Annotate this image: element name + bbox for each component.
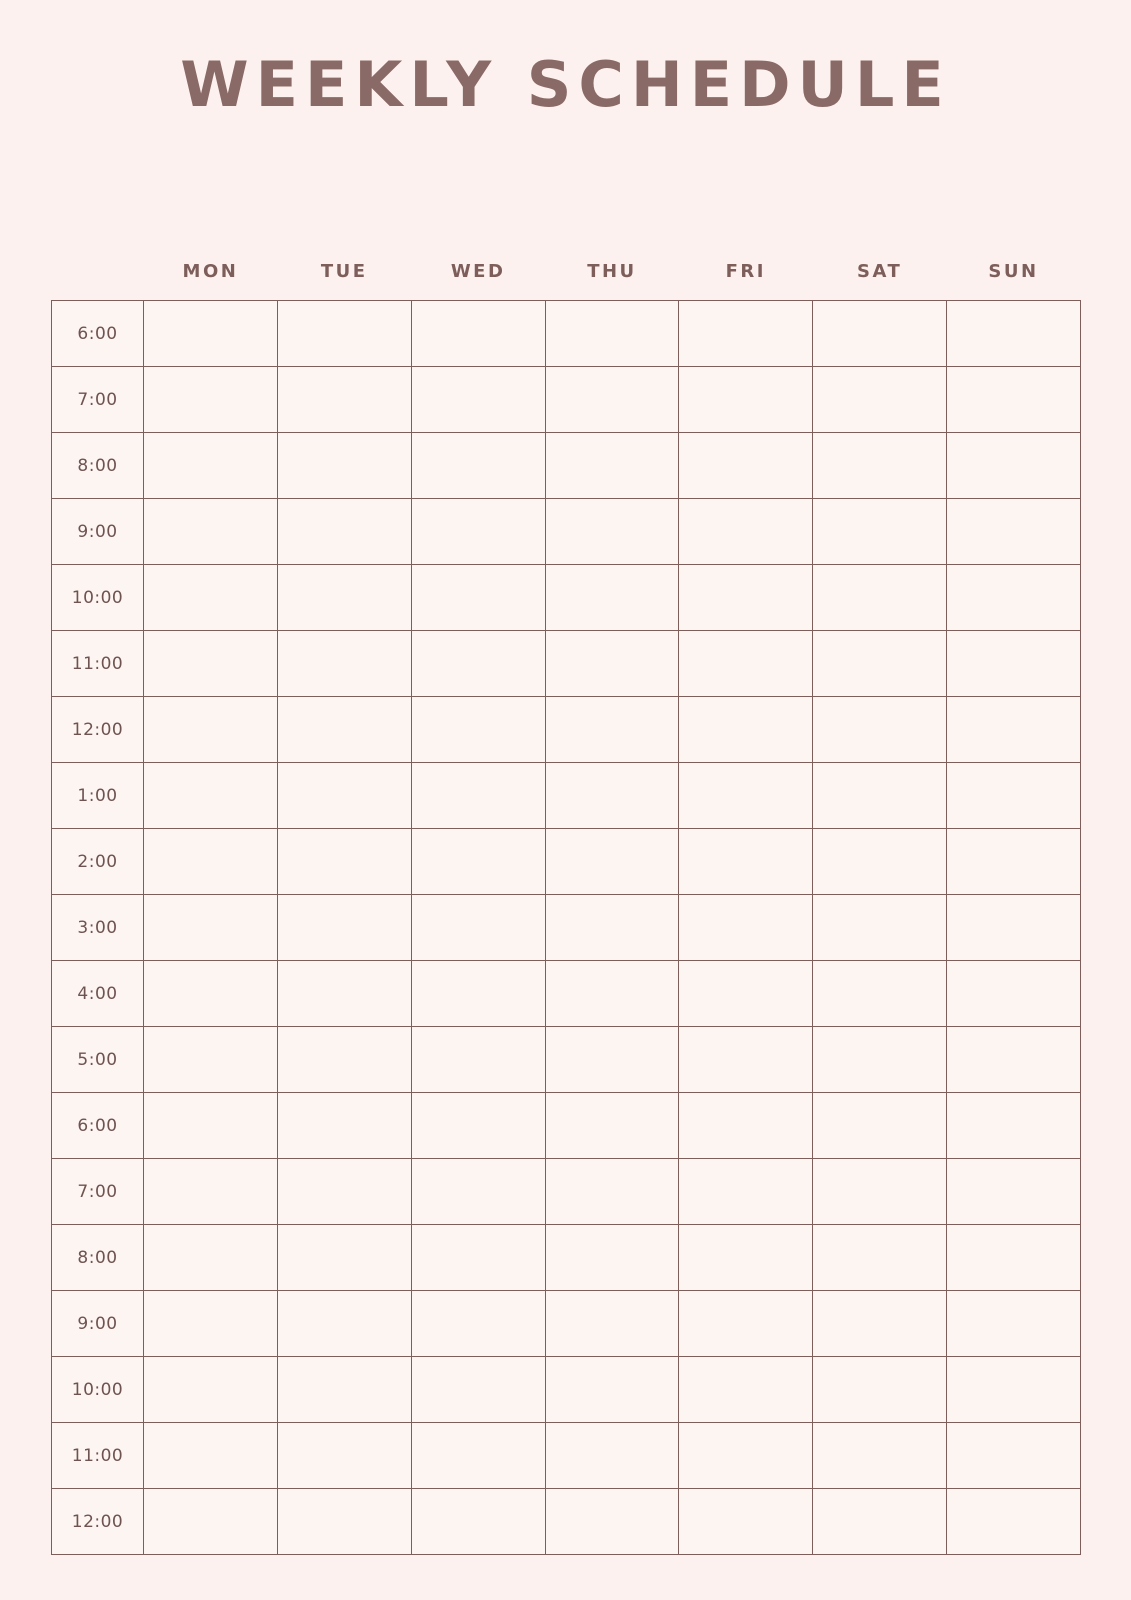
slot-tue-1[interactable] xyxy=(277,367,411,433)
slot-fri-0[interactable] xyxy=(679,301,813,367)
slot-sun-4[interactable] xyxy=(947,565,1081,631)
slot-fri-8[interactable] xyxy=(679,829,813,895)
slot-sat-13[interactable] xyxy=(813,1159,947,1225)
table-row xyxy=(52,1489,1081,1555)
time-label: 8:00 xyxy=(52,1225,144,1291)
slot-sat-7[interactable] xyxy=(813,763,947,829)
slot-mon-11[interactable] xyxy=(144,1027,278,1093)
table-row xyxy=(52,367,1081,433)
time-label: 11:00 xyxy=(52,631,144,697)
slot-wed-18[interactable] xyxy=(411,1489,545,1555)
table-row xyxy=(52,1159,1081,1225)
slot-tue-0[interactable] xyxy=(277,301,411,367)
slot-sun-9[interactable] xyxy=(947,895,1081,961)
time-label: 12:00 xyxy=(52,697,144,763)
slot-thu-4[interactable] xyxy=(545,565,679,631)
slot-fri-13[interactable] xyxy=(679,1159,813,1225)
table-row xyxy=(52,631,1081,697)
time-label: 5:00 xyxy=(52,1027,144,1093)
day-header-thu: THU xyxy=(587,261,637,282)
slot-fri-15[interactable] xyxy=(679,1291,813,1357)
table-row xyxy=(52,829,1081,895)
slot-sun-18[interactable] xyxy=(947,1489,1081,1555)
slot-wed-4[interactable] xyxy=(411,565,545,631)
slot-tue-2[interactable] xyxy=(277,433,411,499)
slot-wed-3[interactable] xyxy=(411,499,545,565)
slot-mon-18[interactable] xyxy=(144,1489,278,1555)
slot-tue-11[interactable] xyxy=(277,1027,411,1093)
time-label: 10:00 xyxy=(52,565,144,631)
slot-fri-17[interactable] xyxy=(679,1423,813,1489)
slot-sun-15[interactable] xyxy=(947,1291,1081,1357)
slot-thu-2[interactable] xyxy=(545,433,679,499)
slot-fri-2[interactable] xyxy=(679,433,813,499)
time-label: 2:00 xyxy=(52,829,144,895)
slot-thu-11[interactable] xyxy=(545,1027,679,1093)
slot-wed-16[interactable] xyxy=(411,1357,545,1423)
slot-mon-4[interactable] xyxy=(144,565,278,631)
slot-mon-10[interactable] xyxy=(144,961,278,1027)
slot-sat-6[interactable] xyxy=(813,697,947,763)
slot-tue-12[interactable] xyxy=(277,1093,411,1159)
slot-wed-12[interactable] xyxy=(411,1093,545,1159)
slot-mon-5[interactable] xyxy=(144,631,278,697)
slot-wed-15[interactable] xyxy=(411,1291,545,1357)
time-label: 1:00 xyxy=(52,763,144,829)
table-row xyxy=(52,301,1081,367)
slot-sun-5[interactable] xyxy=(947,631,1081,697)
slot-tue-3[interactable] xyxy=(277,499,411,565)
table-row xyxy=(52,1027,1081,1093)
slot-sat-16[interactable] xyxy=(813,1357,947,1423)
day-header-wed: WED xyxy=(450,261,506,282)
table-row xyxy=(52,895,1081,961)
slot-thu-15[interactable] xyxy=(545,1291,679,1357)
table-row xyxy=(52,1423,1081,1489)
slot-sun-16[interactable] xyxy=(947,1357,1081,1423)
slot-sun-12[interactable] xyxy=(947,1093,1081,1159)
slot-sat-5[interactable] xyxy=(813,631,947,697)
slot-sun-14[interactable] xyxy=(947,1225,1081,1291)
slot-mon-0[interactable] xyxy=(144,301,278,367)
slot-thu-18[interactable] xyxy=(545,1489,679,1555)
slot-mon-13[interactable] xyxy=(144,1159,278,1225)
slot-wed-1[interactable] xyxy=(411,367,545,433)
slot-tue-18[interactable] xyxy=(277,1489,411,1555)
table-row xyxy=(52,565,1081,631)
slot-mon-14[interactable] xyxy=(144,1225,278,1291)
schedule-table xyxy=(51,225,1081,1555)
slot-wed-11[interactable] xyxy=(411,1027,545,1093)
slot-thu-7[interactable] xyxy=(545,763,679,829)
slot-sat-3[interactable] xyxy=(813,499,947,565)
page-title: WEEKLY SCHEDULE xyxy=(180,48,951,121)
slot-fri-6[interactable] xyxy=(679,697,813,763)
slot-thu-14[interactable] xyxy=(545,1225,679,1291)
time-label: 4:00 xyxy=(52,961,144,1027)
slot-tue-4[interactable] xyxy=(277,565,411,631)
slot-fri-5[interactable] xyxy=(679,631,813,697)
day-header-row xyxy=(52,225,1081,301)
day-header-sat: SAT xyxy=(857,261,903,282)
time-label: 11:00 xyxy=(52,1423,144,1489)
slot-sun-1[interactable] xyxy=(947,367,1081,433)
table-row xyxy=(52,961,1081,1027)
slot-mon-8[interactable] xyxy=(144,829,278,895)
slot-wed-9[interactable] xyxy=(411,895,545,961)
slot-thu-13[interactable] xyxy=(545,1159,679,1225)
slot-sat-14[interactable] xyxy=(813,1225,947,1291)
schedule-grid xyxy=(51,225,1080,1555)
slot-mon-17[interactable] xyxy=(144,1423,278,1489)
slot-sun-17[interactable] xyxy=(947,1423,1081,1489)
slot-tue-6[interactable] xyxy=(277,697,411,763)
table-row xyxy=(52,697,1081,763)
slot-sun-2[interactable] xyxy=(947,433,1081,499)
slot-fri-4[interactable] xyxy=(679,565,813,631)
table-header xyxy=(52,225,1081,301)
slot-thu-10[interactable] xyxy=(545,961,679,1027)
slot-sat-9[interactable] xyxy=(813,895,947,961)
slot-fri-14[interactable] xyxy=(679,1225,813,1291)
time-label: 9:00 xyxy=(52,1291,144,1357)
time-label: 8:00 xyxy=(52,433,144,499)
time-label: 6:00 xyxy=(52,1093,144,1159)
day-header-fri: FRI xyxy=(725,261,766,282)
slot-tue-8[interactable] xyxy=(277,829,411,895)
slot-mon-6[interactable] xyxy=(144,697,278,763)
slot-fri-9[interactable] xyxy=(679,895,813,961)
slot-sun-7[interactable] xyxy=(947,763,1081,829)
slot-sun-8[interactable] xyxy=(947,829,1081,895)
slot-fri-16[interactable] xyxy=(679,1357,813,1423)
slot-sat-8[interactable] xyxy=(813,829,947,895)
slot-wed-0[interactable] xyxy=(411,301,545,367)
slot-thu-5[interactable] xyxy=(545,631,679,697)
slot-fri-10[interactable] xyxy=(679,961,813,1027)
slot-sat-10[interactable] xyxy=(813,961,947,1027)
day-header-tue: TUE xyxy=(320,261,368,282)
slot-sat-18[interactable] xyxy=(813,1489,947,1555)
time-label: 6:00 xyxy=(52,301,144,367)
slot-fri-18[interactable] xyxy=(679,1489,813,1555)
slot-fri-3[interactable] xyxy=(679,499,813,565)
slot-wed-10[interactable] xyxy=(411,961,545,1027)
slot-tue-13[interactable] xyxy=(277,1159,411,1225)
slot-thu-3[interactable] xyxy=(545,499,679,565)
slot-tue-15[interactable] xyxy=(277,1291,411,1357)
table-row xyxy=(52,1291,1081,1357)
slot-wed-2[interactable] xyxy=(411,433,545,499)
table-row xyxy=(52,499,1081,565)
table-row xyxy=(52,763,1081,829)
slot-mon-16[interactable] xyxy=(144,1357,278,1423)
slot-wed-14[interactable] xyxy=(411,1225,545,1291)
slot-wed-6[interactable] xyxy=(411,697,545,763)
slot-sat-2[interactable] xyxy=(813,433,947,499)
slot-mon-15[interactable] xyxy=(144,1291,278,1357)
slot-wed-17[interactable] xyxy=(411,1423,545,1489)
slot-sun-13[interactable] xyxy=(947,1159,1081,1225)
table-body xyxy=(52,301,1081,1555)
time-column-header xyxy=(52,225,144,301)
slot-sun-0[interactable] xyxy=(947,301,1081,367)
slot-wed-13[interactable] xyxy=(411,1159,545,1225)
time-label: 7:00 xyxy=(52,367,144,433)
slot-sun-3[interactable] xyxy=(947,499,1081,565)
slot-fri-1[interactable] xyxy=(679,367,813,433)
slot-fri-11[interactable] xyxy=(679,1027,813,1093)
slot-thu-6[interactable] xyxy=(545,697,679,763)
table-row xyxy=(52,1225,1081,1291)
slot-sat-12[interactable] xyxy=(813,1093,947,1159)
time-label: 3:00 xyxy=(52,895,144,961)
slot-mon-12[interactable] xyxy=(144,1093,278,1159)
slot-tue-9[interactable] xyxy=(277,895,411,961)
slot-sat-11[interactable] xyxy=(813,1027,947,1093)
slot-fri-12[interactable] xyxy=(679,1093,813,1159)
slot-thu-1[interactable] xyxy=(545,367,679,433)
slot-sun-11[interactable] xyxy=(947,1027,1081,1093)
slot-tue-17[interactable] xyxy=(277,1423,411,1489)
slot-wed-8[interactable] xyxy=(411,829,545,895)
slot-sat-0[interactable] xyxy=(813,301,947,367)
slot-tue-16[interactable] xyxy=(277,1357,411,1423)
slot-mon-9[interactable] xyxy=(144,895,278,961)
slot-mon-2[interactable] xyxy=(144,433,278,499)
slot-sat-17[interactable] xyxy=(813,1423,947,1489)
day-header-sun: SUN xyxy=(988,261,1039,282)
time-label: 10:00 xyxy=(52,1357,144,1423)
slot-sun-10[interactable] xyxy=(947,961,1081,1027)
slot-thu-16[interactable] xyxy=(545,1357,679,1423)
slot-thu-0[interactable] xyxy=(545,301,679,367)
slot-tue-10[interactable] xyxy=(277,961,411,1027)
slot-thu-17[interactable] xyxy=(545,1423,679,1489)
slot-fri-7[interactable] xyxy=(679,763,813,829)
time-label: 12:00 xyxy=(52,1489,144,1555)
slot-wed-7[interactable] xyxy=(411,763,545,829)
time-label: 9:00 xyxy=(52,499,144,565)
slot-wed-5[interactable] xyxy=(411,631,545,697)
slot-thu-12[interactable] xyxy=(545,1093,679,1159)
slot-mon-7[interactable] xyxy=(144,763,278,829)
slot-mon-3[interactable] xyxy=(144,499,278,565)
table-row xyxy=(52,1093,1081,1159)
slot-thu-8[interactable] xyxy=(545,829,679,895)
table-row xyxy=(52,433,1081,499)
slot-tue-7[interactable] xyxy=(277,763,411,829)
slot-tue-14[interactable] xyxy=(277,1225,411,1291)
day-header-mon: MON xyxy=(182,261,239,282)
slot-mon-1[interactable] xyxy=(144,367,278,433)
slot-thu-9[interactable] xyxy=(545,895,679,961)
time-label: 7:00 xyxy=(52,1159,144,1225)
slot-sat-4[interactable] xyxy=(813,565,947,631)
table-row xyxy=(52,1357,1081,1423)
slot-sun-6[interactable] xyxy=(947,697,1081,763)
slot-tue-5[interactable] xyxy=(277,631,411,697)
slot-sat-15[interactable] xyxy=(813,1291,947,1357)
slot-sat-1[interactable] xyxy=(813,367,947,433)
